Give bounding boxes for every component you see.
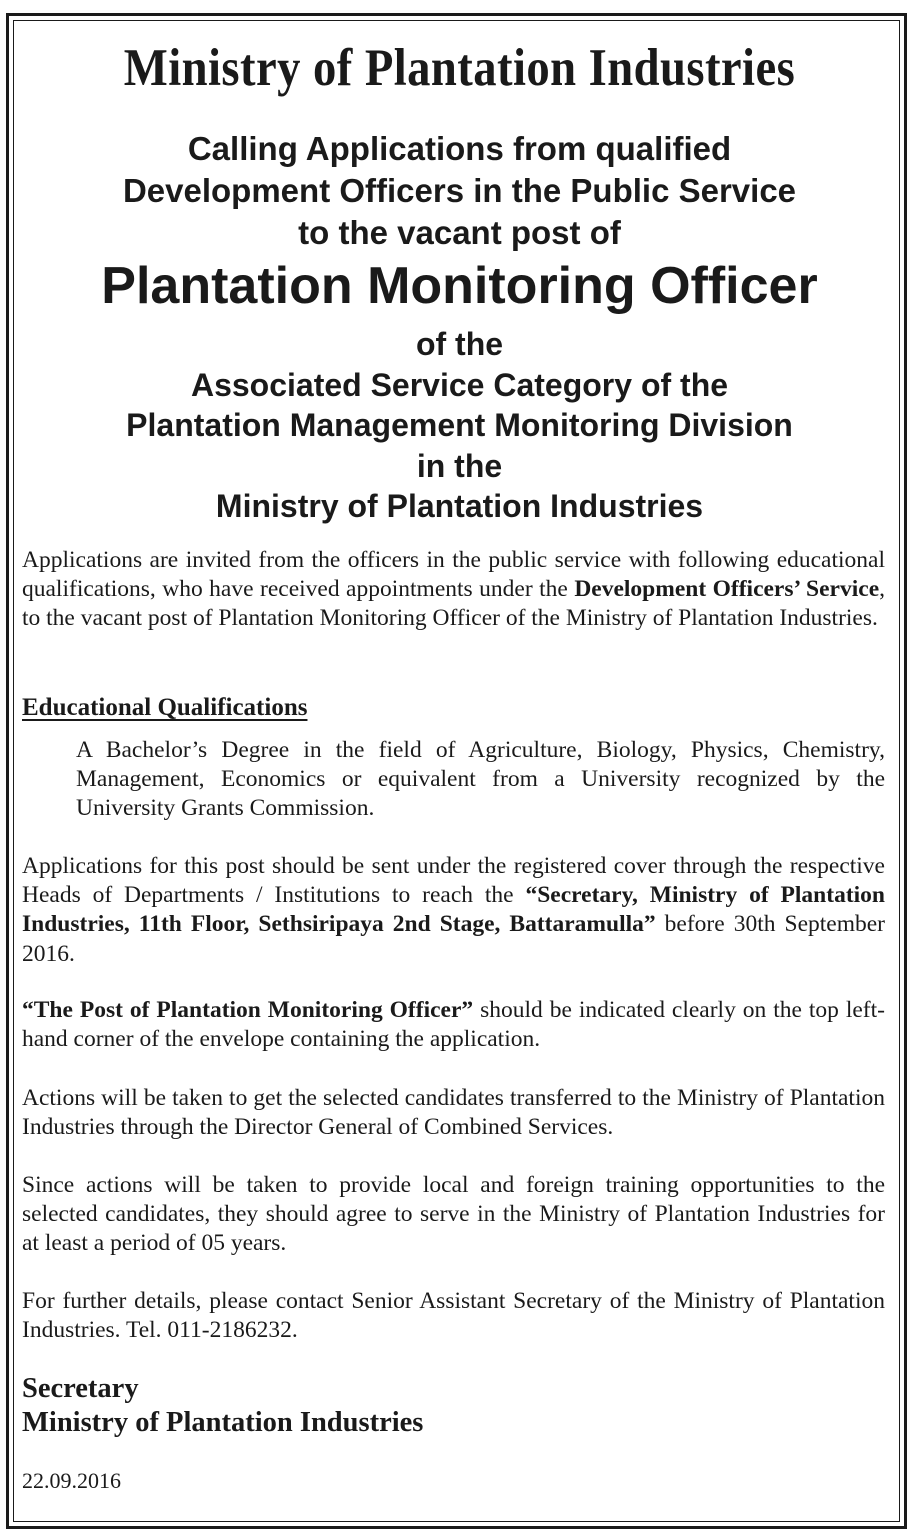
division-line-3: Plantation Management Monitoring Division bbox=[126, 407, 793, 443]
division-line-4: in the bbox=[416, 447, 503, 484]
submission-text-1: Applications for this post should be sent under the registered cover through the respective Heads of Departments / Institutions to reach the bbox=[22, 853, 885, 909]
notice-date: 22.09.2016 bbox=[22, 1468, 121, 1493]
calling-applications-heading bbox=[0, 128, 919, 254]
division-heading bbox=[0, 324, 919, 527]
submission-address: “Secretary, Ministry of Plantation Industries, 11th Floor, Sethsiripaya 2nd Stage, Battaramulla” bbox=[22, 882, 885, 938]
division-line-2: Associated Service Category of the bbox=[190, 366, 729, 403]
submission-paragraph bbox=[22, 852, 885, 969]
signature-block bbox=[22, 1372, 423, 1440]
post-title: Plantation Monitoring Officer bbox=[101, 257, 818, 315]
intro-service-name: Development Officers’ Service bbox=[574, 576, 880, 603]
intro-text-2: , to the vacant post of Plantation Monitoring Officer of the Ministry of Plantation Industries. bbox=[22, 576, 886, 632]
training-paragraph: Since actions will be taken to provide local and foreign training opportunities to the selected candidates, they should agree to serve in the Ministry of Plantation Industries for at least a period of 05 years. bbox=[22, 1172, 885, 1257]
qualifications-heading: Educational Qualifications bbox=[22, 694, 308, 721]
qualifications-text: A Bachelor’s Degree in the field of Agriculture, Biology, Physics, Chemistry, Management, Economics or equivalent from a University recognized by the University Grants Commission. bbox=[76, 737, 885, 822]
envelope-paragraph bbox=[22, 996, 885, 1054]
calling-line-2: Development Officers in the Public Service bbox=[122, 172, 797, 209]
calling-line-1: Calling Applications from qualified bbox=[187, 130, 732, 167]
envelope-post-name: “The Post of Plantation Monitoring Officer” bbox=[22, 997, 474, 1023]
submission-text-2: before 30th September 2016. bbox=[22, 911, 885, 967]
signature-title: Secretary bbox=[22, 1373, 139, 1404]
envelope-text: should be indicated clearly on the top left-hand corner of the envelope containing the application. bbox=[22, 997, 885, 1053]
transfer-paragraph: Actions will be taken to get the selected candidates transferred to the Ministry of Plantation Industries through the Director General of Combined Services. bbox=[22, 1085, 885, 1141]
intro-paragraph bbox=[22, 546, 885, 634]
ministry-title: Ministry of Plantation Industries bbox=[123, 39, 796, 97]
contact-paragraph: For further details, please contact Senior Assistant Secretary of the Ministry of Plantation Industries. Tel. 011-2186232. bbox=[22, 1288, 885, 1344]
division-line-5: Ministry of Plantation Industries bbox=[215, 488, 704, 524]
signature-ministry: Ministry of Plantation Industries bbox=[22, 1407, 424, 1438]
division-line-1: of the bbox=[415, 326, 504, 362]
intro-text-1: Applications are invited from the officers in the public service with following educational qualifications, who have received appointments under the bbox=[22, 547, 885, 603]
calling-line-3: to the vacant post of bbox=[298, 214, 621, 251]
